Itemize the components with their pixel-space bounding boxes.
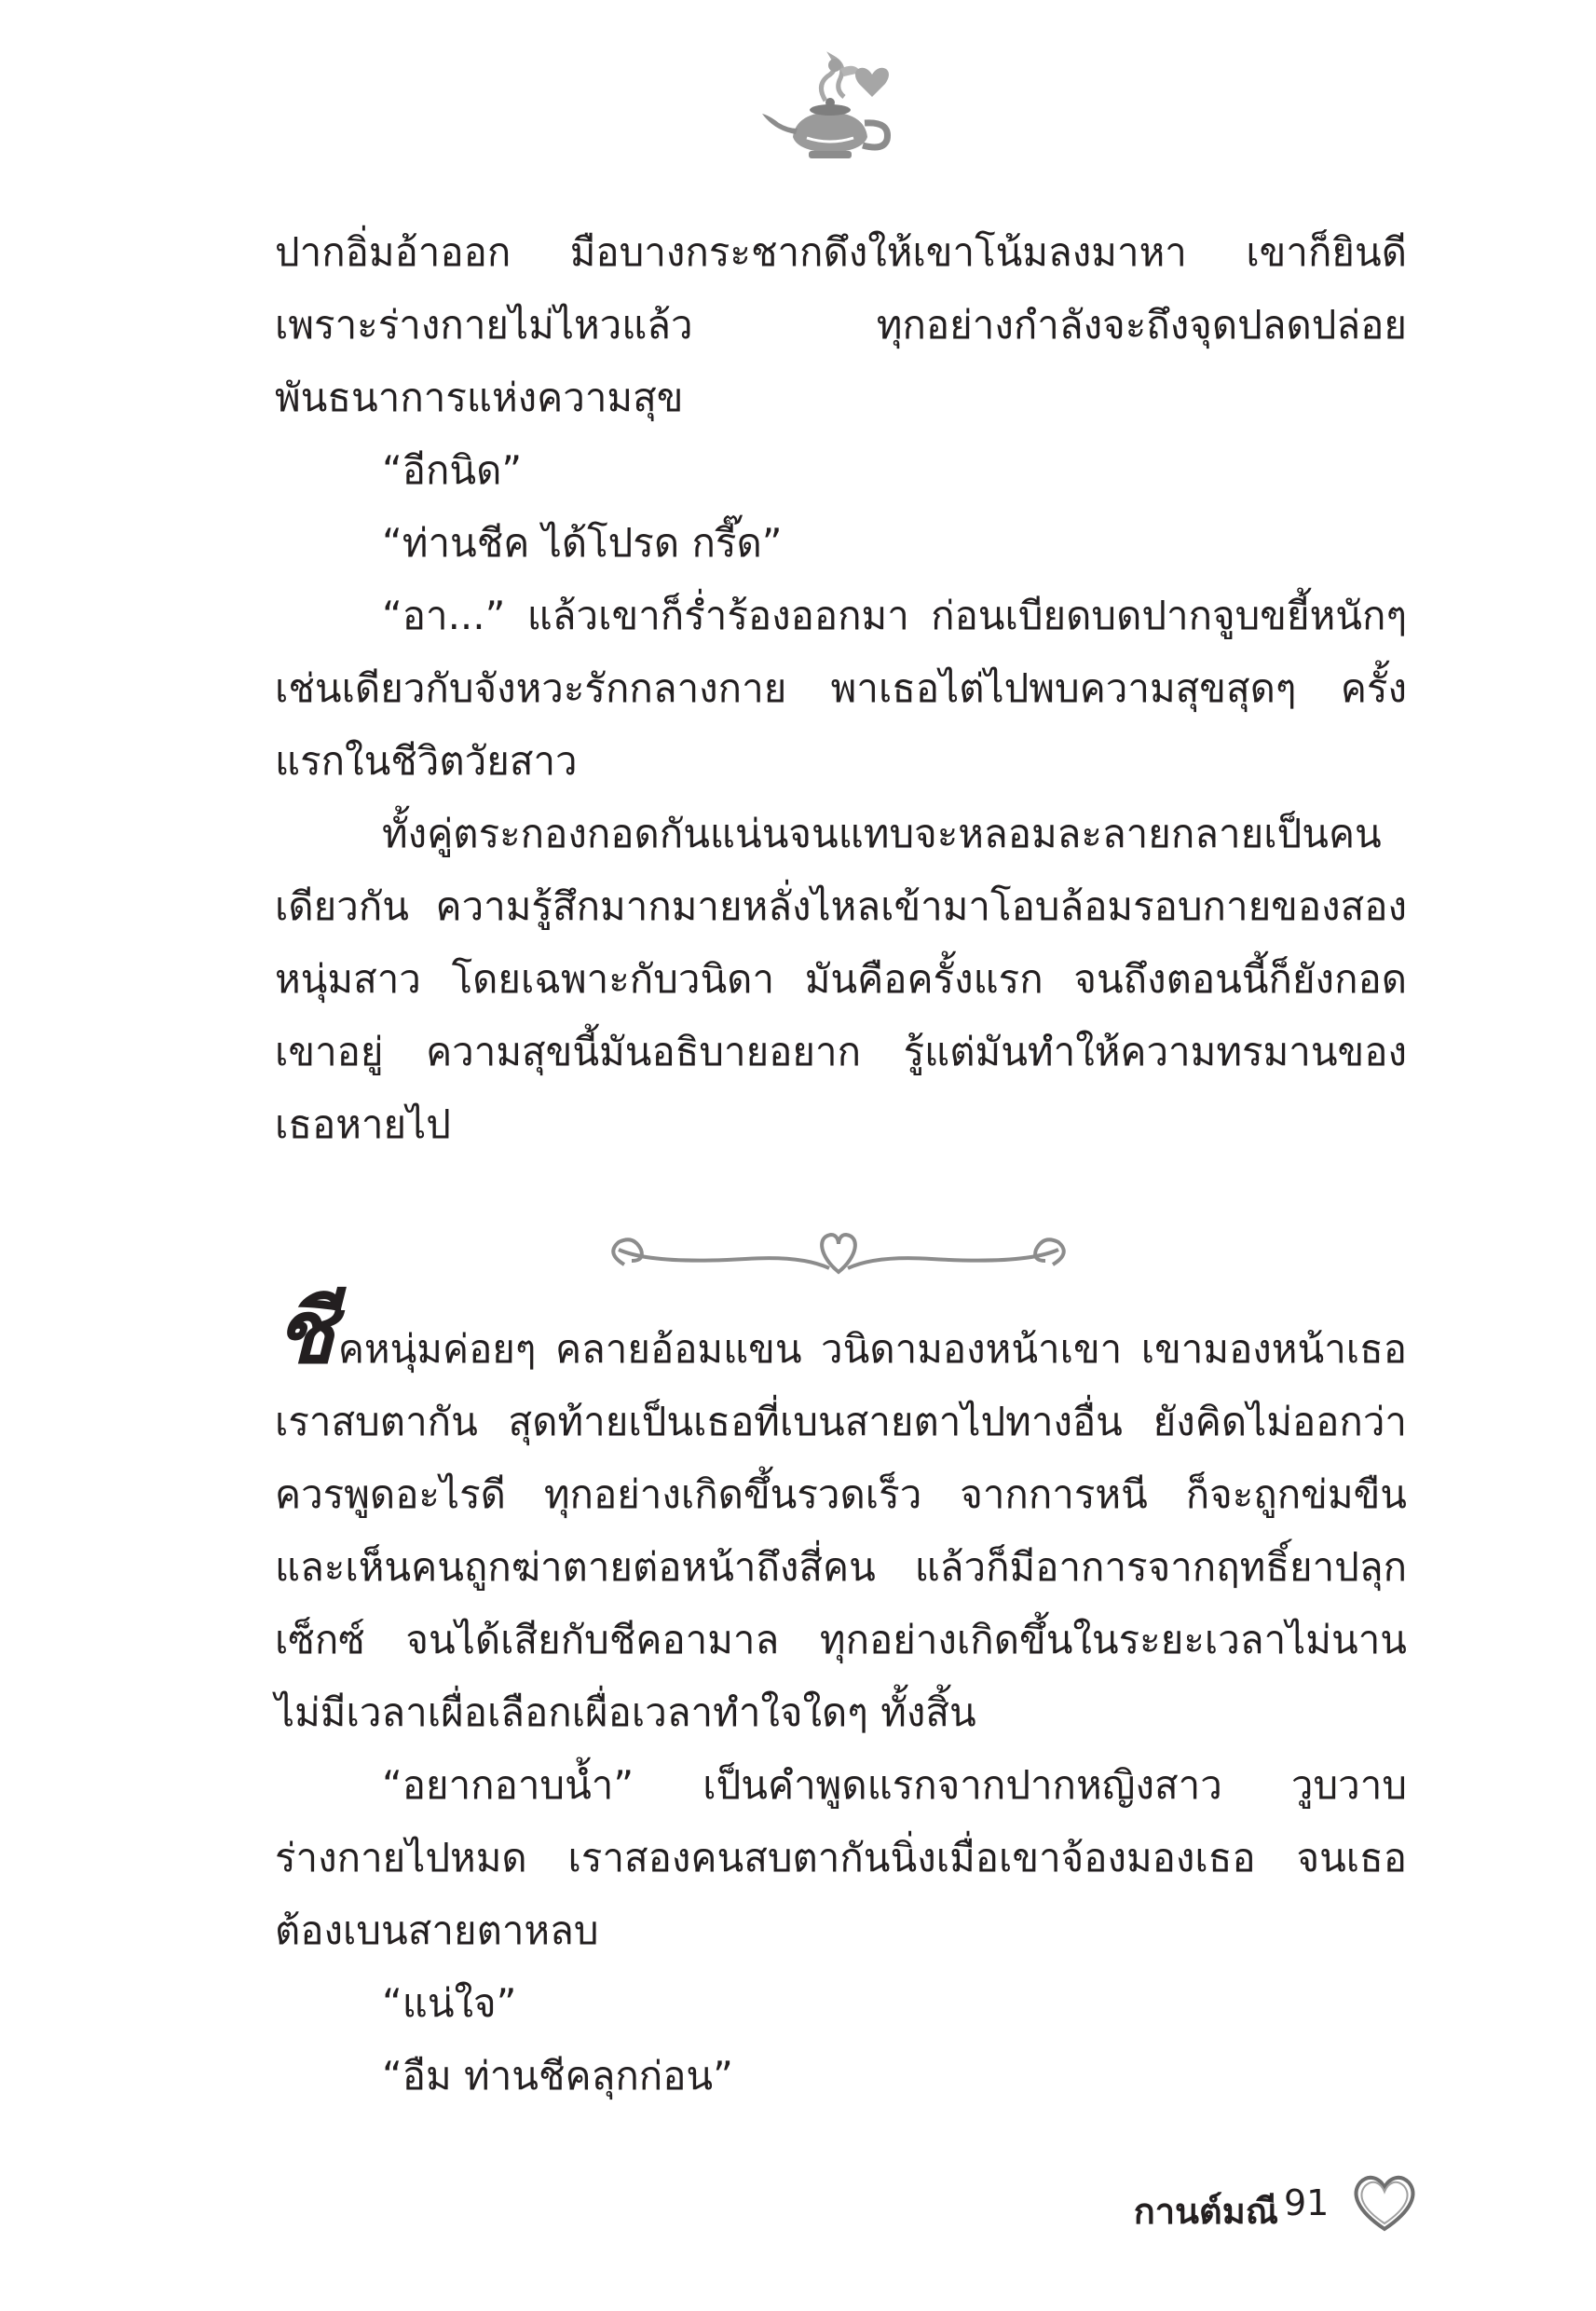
book-title: กานต์มณี <box>1133 2191 1278 2232</box>
text-section-2 <box>275 1281 1407 2113</box>
text-section-1 <box>275 216 1407 1161</box>
paragraph: “อยากอาบน้ำ” เป็นคำพูดแรกจากปากหญิงสาว วูบวาบร่างกายไปหมด เราสองคนสบตากันนิ่งเมื่อเขาจ้องมองเธอ จนเธอต้องเบนสายตาหลบ <box>275 1762 1407 1953</box>
scroll-heart-divider-icon <box>596 1216 1081 1291</box>
paragraph-text: คหนุ่มค่อยๆ คลายอ้อมแขน วนิดามองหน้าเขา เขามองหน้าเธอ เราสบตากัน สุดท้ายเป็นเธอที่เบนสายตาไปทางอื่น ยังคิดไม่ออกว่าควรพูดอะไรดี ทุกอย่างเกิดขึ้นรวดเร็ว จากการหนี ก็จะถูกข่มขืน และเห็นคนถูกฆ่าตายต่อหน้าถึงสี่คน แล้วก็มีอาการจากฤทธิ์ยาปลุกเซ็กซ์ จนได้เสียกับชีคอามาล ทุกอย่างเกิดขึ้นในระยะเวลาไม่นาน ไม่มีเวลาเผื่อเลือกเผื่อเวลาทำใจใดๆ ทั้งสิ้น <box>275 1326 1407 1735</box>
paragraph: ทั้งคู่ตระกองกอดกันแน่นจนแทบจะหลอมละลายกลายเป็นคนเดียวกัน ความรู้สึกมากมายหลั่งไหลเข้ามาโอบล้อมรอบกายของสองหนุ่มสาว โดยเฉพาะกับวนิดา มันคือครั้งแรก จนถึงตอนนี้ก็ยังกอดเขาอยู่ ความสุขนี้มันอธิบายอยาก รู้แต่มันทำให้ความทรมานของเธอหายไป <box>275 811 1407 1147</box>
paragraph <box>275 1281 1407 1749</box>
cupid-teapot-heart-icon <box>751 48 909 170</box>
paragraph: “อา...” แล้วเขาก็ร่ำร้องออกมา ก่อนเบียดบดปากจูบขยี้หนักๆ เช่นเดียวกับจังหวะรักกลางกาย พาเธอไต่ไปพบความสุขสุดๆ ครั้งแรกในชีวิตวัยสาว <box>275 593 1407 784</box>
page-footer <box>1099 2169 1435 2244</box>
drop-cap: ชี <box>275 1281 334 1384</box>
dialogue-line: “ท่านชีค ได้โปรด กรี๊ด” <box>382 520 783 566</box>
heart-outline-icon <box>1349 2169 1420 2235</box>
paragraph: ปากอิ่มอ้าออก มือบางกระชากดึงให้เขาโน้มลงมาหา เขาก็ยินดี เพราะร่างกายไม่ไหวแล้ว ทุกอย่างกำลังจะถึงจุดปลดปล่อยพันธนาการแห่งความสุข <box>275 229 1407 420</box>
dialogue-line: “อีกนิด” <box>382 447 523 493</box>
dialogue-line: “อืม ท่านชีคลุกก่อน” <box>382 2053 733 2099</box>
dialogue-line: “แน่ใจ” <box>382 1980 517 2026</box>
page-number: 91 <box>1284 2182 1330 2223</box>
